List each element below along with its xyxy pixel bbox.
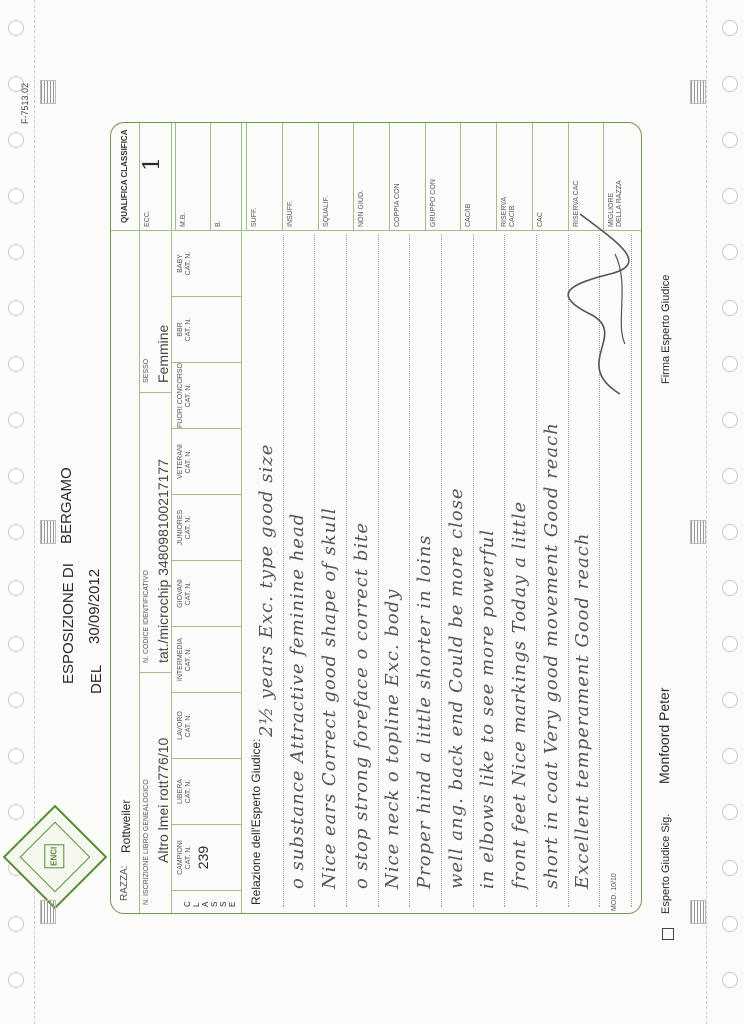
class-name: VETERANI <box>177 444 184 480</box>
qualifica-label-item: SUFF. <box>251 207 259 227</box>
handwritten-line: in elbows like to see more powerful <box>477 529 499 889</box>
handwritten-line: Nice ears Correct good shape of skull <box>319 507 341 889</box>
class-cat-label: CAT. N. <box>185 515 192 540</box>
class-column <box>171 693 241 759</box>
perforation-strip <box>40 520 56 544</box>
class-cat-value[interactable]: 239 <box>195 845 211 870</box>
perforation-strip <box>690 900 706 924</box>
codice-label: N. CODICE IDENTIFICATIVO <box>143 570 150 663</box>
mod-label: MOD. 10/10 <box>611 873 618 911</box>
handwritten-line: 2½ years Exc. type good size <box>255 443 277 737</box>
perforation-strip <box>690 520 706 544</box>
handwritten-line: o substance Attractive feminine head <box>287 512 309 889</box>
classe-letters: CLASSE <box>183 895 237 907</box>
handwritten-line: short in coat Very good movement Good reach <box>540 422 562 889</box>
class-cat-label: CAT. N. <box>185 449 192 474</box>
class-name: BBR <box>177 322 184 337</box>
perforation-strip <box>40 80 56 104</box>
dotted-line <box>314 235 315 907</box>
dotted-line <box>378 235 379 907</box>
dotted-line <box>283 235 284 907</box>
class-column <box>171 231 241 297</box>
enci-logo-mark: ENCI <box>44 844 64 868</box>
judge-signature <box>560 204 640 404</box>
class-column <box>171 429 241 495</box>
class-name: INTERMEDIA <box>177 637 184 682</box>
class-columns <box>171 231 241 891</box>
class-name: LAVORO <box>177 711 184 740</box>
qualifica-label: QUALIFICA CLASSIFICA <box>120 129 129 223</box>
dotted-line <box>473 235 474 907</box>
dotted-line <box>536 235 537 907</box>
razza-label: RAZZA: <box>119 865 130 901</box>
class-name: BABY <box>177 254 184 273</box>
qualifica-mark: 1 <box>140 157 165 171</box>
enci-logo <box>3 805 108 910</box>
class-column <box>171 495 241 561</box>
class-cat-label: CAT. N. <box>185 251 192 276</box>
del-label: DEL <box>88 664 105 694</box>
qualifica-row[interactable] <box>139 123 175 231</box>
qualifica-label-item: NON GIUD. <box>358 190 366 227</box>
handwritten-line: Excellent temperament Good reach <box>572 532 594 889</box>
qualifica-row[interactable] <box>460 123 496 231</box>
relazione-label: Relazione dell'Esperto Giudice: <box>249 738 263 905</box>
qualifica-label-item: ECC. <box>144 210 151 227</box>
class-column <box>171 759 241 825</box>
qualifica-label-item: B. <box>215 220 223 227</box>
firma-label: Firma Esperto Giudice <box>660 274 672 384</box>
handwritten-line: front feet Nice markings Today a little <box>509 500 531 889</box>
handwritten-line: Proper hind a little shorter in loins <box>414 534 436 889</box>
qualifica-row[interactable] <box>210 123 246 231</box>
qualifica-label-item: CAC/IB <box>465 203 473 227</box>
qualifica-label-item: M.B. <box>179 212 187 227</box>
qualifica-row[interactable] <box>496 123 532 231</box>
class-cat-label: CAT. N. <box>185 383 192 408</box>
qualifica-row[interactable] <box>353 123 389 231</box>
dotted-line <box>409 235 410 907</box>
class-name: JUNIORES <box>177 509 184 546</box>
dotted-line <box>504 235 505 907</box>
exposition-city: BERGAMO <box>58 467 75 544</box>
class-cat-label: CAT. N. <box>185 317 192 342</box>
class-cat-label: CAT. N. <box>185 779 192 804</box>
class-column <box>171 363 241 429</box>
qualifica-row[interactable] <box>425 123 461 231</box>
class-cat-label: CAT. N. <box>185 845 192 870</box>
handwritten-line: o stop strong foreface o correct bite <box>350 521 372 889</box>
class-name: CAMPIONI <box>177 840 184 875</box>
exposition-label: ESPOSIZIONE DI <box>60 563 77 684</box>
qualifica-row[interactable] <box>318 123 354 231</box>
handwritten-line: Nice neck o topline Exc. body <box>382 588 404 889</box>
class-column <box>171 825 241 891</box>
qualifica-label-item: MIGLIORE DELLA RAZZA <box>608 180 624 227</box>
qualifica-label-item: INSUFF. <box>286 200 294 227</box>
qualifica-label-item: RISERVA CACIB <box>501 197 517 227</box>
dotted-line <box>346 235 347 907</box>
dotted-line <box>441 235 442 907</box>
class-name: LIBERA <box>177 779 184 804</box>
sesso-label: SESSO <box>143 358 150 383</box>
codice-value: tat./microchip 348098100217177 <box>155 459 171 663</box>
handwritten-line: well ang. back end Could be more close <box>445 487 467 889</box>
libro-label: N. ISCRIZIONE LIBRO GENEALOGICO <box>143 779 150 905</box>
class-cat-label: CAT. N. <box>185 581 192 606</box>
judge-label: Esperto Giudice Sig. <box>660 813 672 914</box>
exposition-date: 30/09/2012 <box>86 568 103 644</box>
qualifica-label-item: COPPIA CON <box>394 183 401 227</box>
perforation-strip <box>690 80 706 104</box>
doc-code: F-7513.02 <box>20 82 30 124</box>
class-column <box>171 297 241 363</box>
qualifica-row[interactable] <box>175 123 211 231</box>
footer-checkbox[interactable] <box>662 928 674 940</box>
class-name: GIOVANI <box>177 579 184 608</box>
qualifica-label-item: GRUPPO CON <box>429 179 437 227</box>
qualifica-label-item: RISERVA CAC <box>572 180 580 227</box>
razza-value: Rottweiler <box>119 799 133 853</box>
judge-name: Monfoord Peter <box>656 687 672 784</box>
libro-value: Altro lmei rott776/10 <box>155 737 171 863</box>
perforation-strip <box>40 900 56 924</box>
class-column <box>171 561 241 627</box>
class-column <box>171 627 241 693</box>
sesso-value: Femmine <box>155 324 171 383</box>
class-name: FUORI CONCORSO <box>177 363 184 428</box>
qualifica-row[interactable] <box>282 123 318 231</box>
qualifica-row[interactable] <box>389 123 425 231</box>
class-cat-label: CAT. N. <box>185 647 192 672</box>
class-cat-label: CAT. N. <box>185 713 192 738</box>
qualifica-label-item: CAC <box>536 212 544 227</box>
qualifica-label-item: SQUALIF. <box>322 195 330 227</box>
qualifica-row[interactable] <box>246 123 282 231</box>
